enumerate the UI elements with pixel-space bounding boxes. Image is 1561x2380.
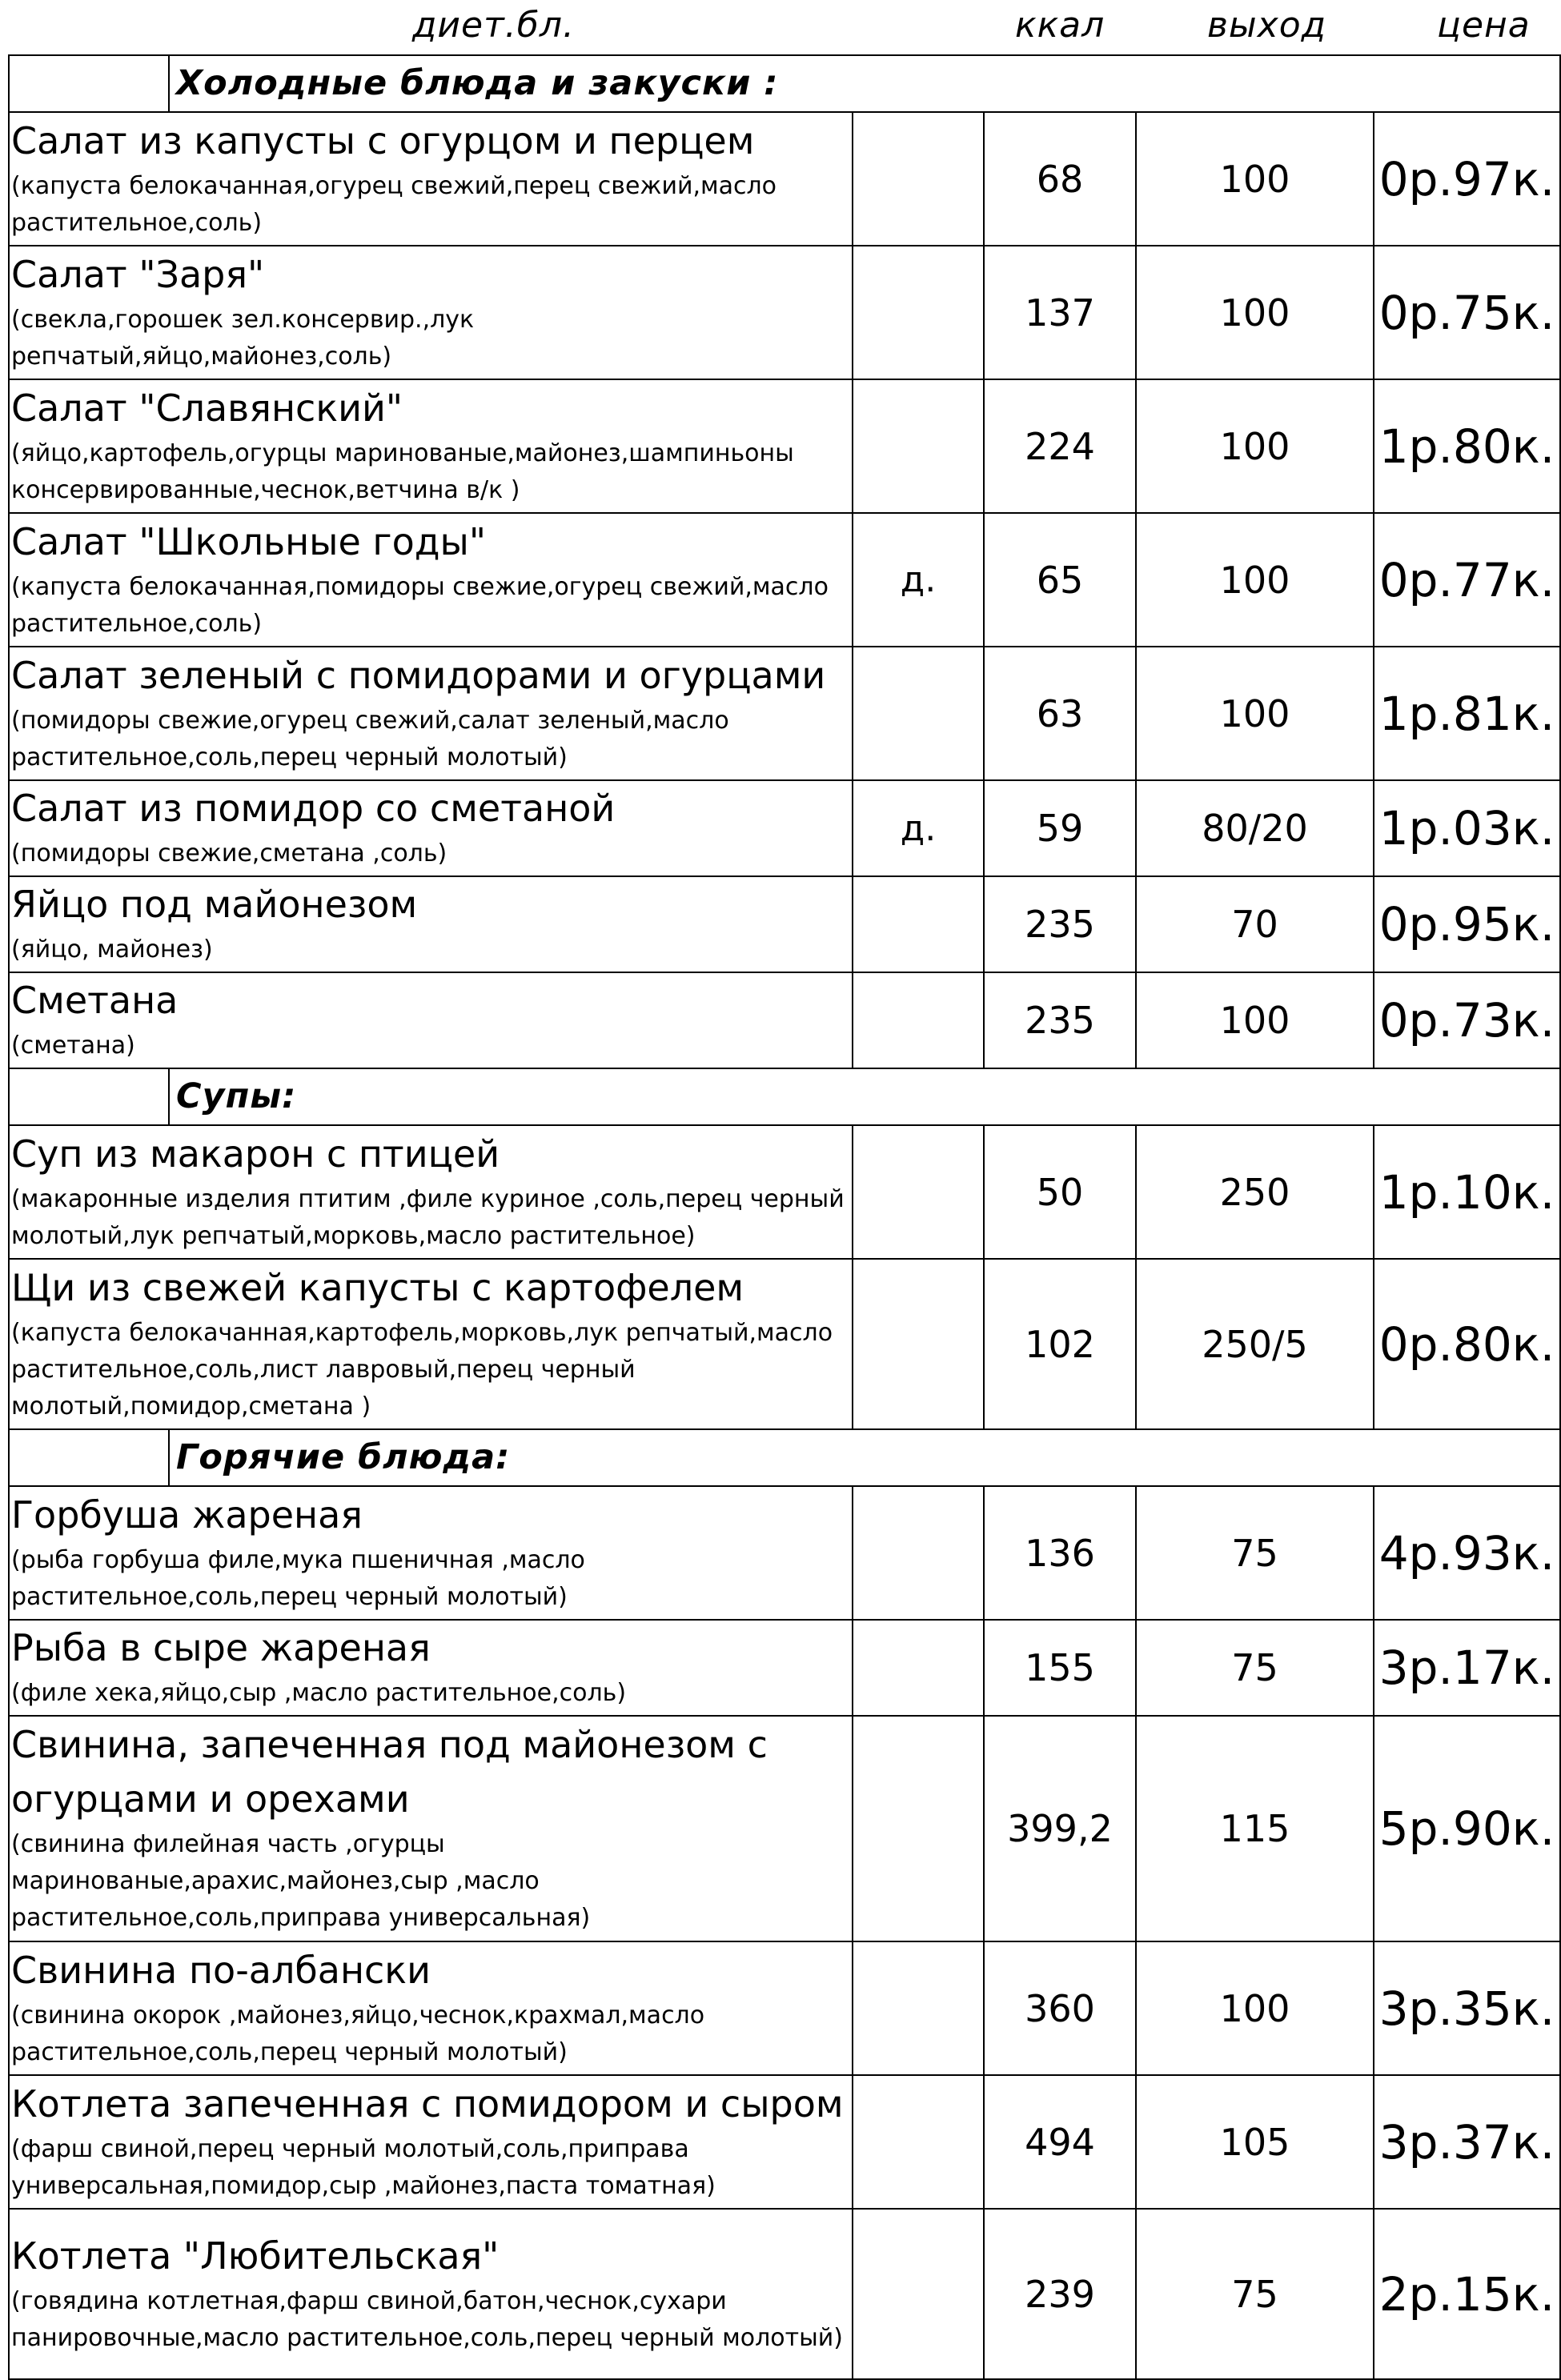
dish-ingredients: (помидоры свежие,огурец свежий,салат зеленый,масло растительное,соль,перец черный молотый) — [11, 706, 729, 771]
dish-name: Салат "Заря" — [11, 252, 265, 296]
section-row — [9, 1068, 1560, 1125]
diet-mark — [853, 1941, 984, 2075]
dish-cell — [9, 1716, 853, 1941]
dish-cell — [9, 2209, 853, 2379]
kcal-value: 63 — [984, 647, 1136, 780]
price-value: 0р.95к. — [1374, 876, 1560, 972]
dish-cell — [9, 513, 853, 647]
kcal-value: 102 — [984, 1259, 1136, 1429]
kcal-value: 239 — [984, 2209, 1136, 2379]
kcal-value: 224 — [984, 379, 1136, 513]
price-value: 3р.35к. — [1374, 1941, 1560, 2075]
kcal-value: 59 — [984, 780, 1136, 876]
kcal-value: 360 — [984, 1941, 1136, 2075]
section-row — [9, 55, 1560, 112]
dish-ingredients: (макаронные изделия птитим ,филе куриное ,соль,перец черный молотый,лук репчатый,морковь,масло растительное) — [11, 1184, 845, 1250]
output-value: 100 — [1136, 112, 1374, 246]
dish-name: Щи из свежей капусты с картофелем — [11, 1265, 744, 1309]
diet-mark: д. — [853, 780, 984, 876]
kcal-value: 235 — [984, 972, 1136, 1068]
price-value: 1р.10к. — [1374, 1125, 1560, 1259]
dish-name: Котлета запеченная с помидором и сыром — [11, 2081, 844, 2126]
output-value: 100 — [1136, 1941, 1374, 2075]
dish-ingredients: (говядина котлетная,фарш свиной,батон,чеснок,сухари панировочные,масло растительное,соль,перец черный молотый) — [11, 2286, 843, 2352]
dish-name: Салат "Школьные годы" — [11, 519, 487, 563]
section-title: Горячие блюда: — [168, 1430, 1559, 1485]
kcal-value: 137 — [984, 246, 1136, 379]
menu-item-row — [9, 1941, 1560, 2075]
menu-item-row — [9, 972, 1560, 1068]
dish-cell — [9, 1486, 853, 1620]
dish-name: Яйцо под майонезом — [11, 883, 418, 926]
output-value: 250/5 — [1136, 1259, 1374, 1429]
output-value: 100 — [1136, 379, 1374, 513]
dish-name: Котлета "Любительская" — [11, 2234, 500, 2278]
dish-cell — [9, 379, 853, 513]
output-value: 100 — [1136, 513, 1374, 647]
menu-item-row — [9, 379, 1560, 513]
price-value: 2р.15к. — [1374, 2209, 1560, 2379]
section-row — [9, 1429, 1560, 1486]
output-value: 105 — [1136, 2075, 1374, 2209]
kcal-value: 136 — [984, 1486, 1136, 1620]
dish-name: Суп из макарон с птицей — [11, 1132, 500, 1176]
menu-body — [9, 55, 1560, 2379]
dish-cell — [9, 246, 853, 379]
menu-item-row — [9, 1486, 1560, 1620]
menu-item-row — [9, 876, 1560, 972]
diet-mark — [853, 647, 984, 780]
price-value: 0р.80к. — [1374, 1259, 1560, 1429]
header-price: цена — [1437, 5, 1531, 46]
price-value: 0р.75к. — [1374, 246, 1560, 379]
dish-ingredients: (яйцо, майонез) — [11, 936, 213, 964]
price-value: 0р.77к. — [1374, 513, 1560, 647]
output-value: 75 — [1136, 1620, 1374, 1716]
section-cell — [9, 1068, 1560, 1125]
menu-item-row — [9, 2209, 1560, 2379]
header-output: выход — [1207, 5, 1327, 46]
kcal-value: 65 — [984, 513, 1136, 647]
dish-ingredients: (помидоры свежие,сметана ,соль) — [11, 839, 447, 867]
menu-item-row — [9, 1259, 1560, 1429]
diet-mark — [853, 1620, 984, 1716]
dish-cell — [9, 112, 853, 246]
menu-item-row — [9, 112, 1560, 246]
dish-ingredients: (яйцо,картофель,огурцы маринованые,майонез,шампиньоны консервированные,чеснок,ветчина в/к ) — [11, 439, 794, 504]
dish-ingredients: (свекла,горошек зел.консервир.,лук репчатый,яйцо,майонез,соль) — [11, 305, 475, 371]
dish-ingredients: (филе хека,яйцо,сыр ,масло растительное,соль) — [11, 1679, 627, 1707]
kcal-value: 235 — [984, 876, 1136, 972]
dish-name: Свинина по-албански — [11, 1948, 431, 1992]
diet-mark — [853, 876, 984, 972]
dish-name: Горбуша жареная — [11, 1493, 363, 1537]
output-value: 100 — [1136, 972, 1374, 1068]
diet-mark — [853, 1125, 984, 1259]
price-value: 5р.90к. — [1374, 1716, 1560, 1941]
dish-ingredients: (капуста белокачанная,картофель,морковь,лук репчатый,масло растительное,соль,лист лавровый,перец черный молотый,помидор,сметана ) — [11, 1318, 833, 1420]
dish-cell — [9, 1620, 853, 1716]
price-value: 0р.73к. — [1374, 972, 1560, 1068]
diet-mark — [853, 972, 984, 1068]
diet-mark — [853, 246, 984, 379]
output-value: 100 — [1136, 647, 1374, 780]
dish-ingredients: (свинина филейная часть ,огурцы маринованые,арахис,майонез,сыр ,масло растительное,соль,приправа универсальная) — [11, 1830, 591, 1932]
output-value: 250 — [1136, 1125, 1374, 1259]
kcal-value: 399,2 — [984, 1716, 1136, 1941]
diet-mark — [853, 2209, 984, 2379]
menu-item-row — [9, 780, 1560, 876]
diet-mark — [853, 379, 984, 513]
kcal-value: 494 — [984, 2075, 1136, 2209]
output-value: 80/20 — [1136, 780, 1374, 876]
kcal-value: 68 — [984, 112, 1136, 246]
price-value: 1р.81к. — [1374, 647, 1560, 780]
diet-mark — [853, 112, 984, 246]
menu-item-row — [9, 1125, 1560, 1259]
dish-ingredients: (капуста белокачанная,помидоры свежие,огурец свежий,масло растительное,соль) — [11, 572, 829, 638]
output-value: 70 — [1136, 876, 1374, 972]
price-value: 4р.93к. — [1374, 1486, 1560, 1620]
section-title: Холодные блюда и закуски : — [168, 56, 1559, 111]
menu-table — [8, 54, 1561, 2380]
dish-cell — [9, 1259, 853, 1429]
menu-item-row — [9, 246, 1560, 379]
price-value: 0р.97к. — [1374, 112, 1560, 246]
menu-item-row — [9, 1620, 1560, 1716]
menu-item-row — [9, 647, 1560, 780]
section-title: Супы: — [168, 1069, 1559, 1124]
header-kcal: ккал — [1015, 5, 1106, 46]
menu-item-row — [9, 513, 1560, 647]
dish-cell — [9, 780, 853, 876]
header-diet: диет.бл. — [412, 5, 575, 46]
dish-name: Салат из помидор со сметаной — [11, 787, 616, 830]
output-value: 75 — [1136, 2209, 1374, 2379]
dish-ingredients: (фарш свиной,перец черный молотый,соль,приправа универсальная,помидор,сыр ,майонез,паста томатная) — [11, 2134, 716, 2200]
kcal-value: 50 — [984, 1125, 1136, 1259]
output-value: 75 — [1136, 1486, 1374, 1620]
price-value: 3р.17к. — [1374, 1620, 1560, 1716]
diet-mark — [853, 1486, 984, 1620]
dish-cell — [9, 647, 853, 780]
diet-mark — [853, 1259, 984, 1429]
dish-name: Сметана — [11, 979, 179, 1022]
dish-cell — [9, 1125, 853, 1259]
diet-mark — [853, 2075, 984, 2209]
dish-name: Салат из капусты с огурцом и перцем — [11, 118, 755, 162]
dish-cell — [9, 2075, 853, 2209]
diet-mark: д. — [853, 513, 984, 647]
section-cell — [9, 55, 1560, 112]
dish-cell — [9, 972, 853, 1068]
price-value: 3р.37к. — [1374, 2075, 1560, 2209]
dish-ingredients: (свинина окорок ,майонез,яйцо,чеснок,крахмал,масло растительное,соль,перец черный молотый) — [11, 2001, 705, 2066]
dish-ingredients: (сметана) — [11, 1032, 135, 1060]
diet-mark — [853, 1716, 984, 1941]
price-value: 1р.03к. — [1374, 780, 1560, 876]
dish-ingredients: (рыба горбуша филе,мука пшеничная ,масло растительное,соль,перец черный молотый) — [11, 1545, 585, 1611]
dish-cell — [9, 876, 853, 972]
dish-name: Салат зеленый с помидорами и огурцами — [11, 653, 826, 697]
dish-cell — [9, 1941, 853, 2075]
output-value: 100 — [1136, 246, 1374, 379]
price-value: 1р.80к. — [1374, 379, 1560, 513]
dish-ingredients: (капуста белокачанная,огурец свежий,перец свежий,масло растительное,соль) — [11, 171, 777, 237]
section-cell — [9, 1429, 1560, 1486]
dish-name: Свинина, запеченная под майонезом с огурцами и орехами — [11, 1723, 768, 1821]
menu-item-row — [9, 2075, 1560, 2209]
menu-item-row — [9, 1716, 1560, 1941]
dish-name: Салат "Славянский" — [11, 386, 403, 430]
output-value: 115 — [1136, 1716, 1374, 1941]
dish-name: Рыба в сыре жареная — [11, 1626, 431, 1669]
kcal-value: 155 — [984, 1620, 1136, 1716]
column-header-row — [0, 0, 1561, 54]
